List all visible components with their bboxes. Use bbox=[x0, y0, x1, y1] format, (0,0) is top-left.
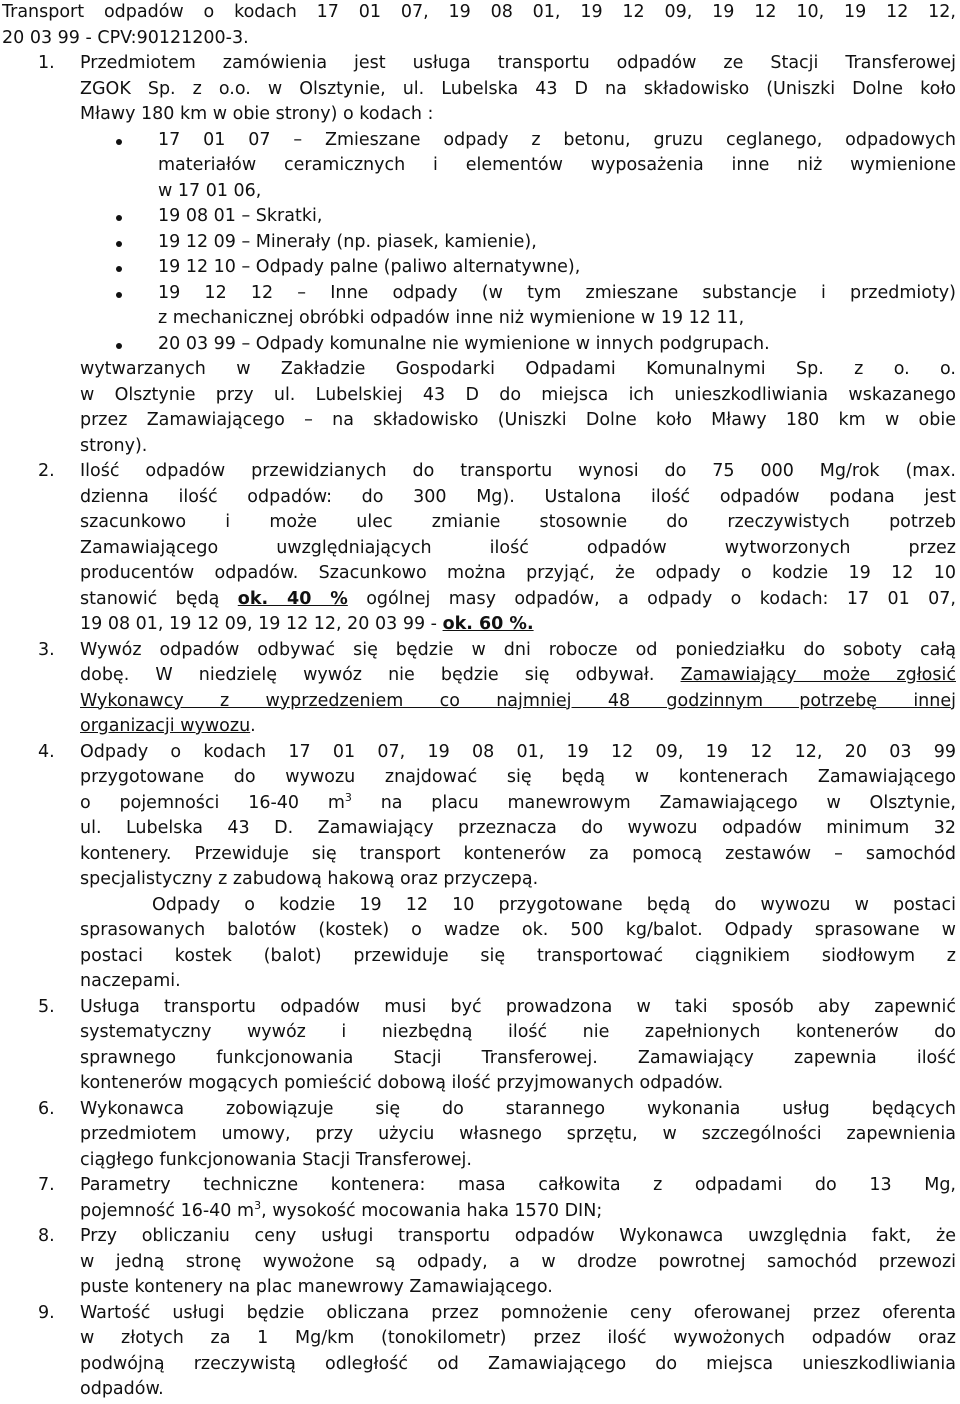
list-item bbox=[2, 281, 956, 307]
text-line: 19 12 09 – Minerały (np. piasek, kamienie), bbox=[158, 231, 537, 252]
bullet-icon bbox=[116, 343, 122, 349]
text-line: w Olsztynie przy ul. Lubelskiej 43 D do miejsca ich unieszkodliwiania wskazanego bbox=[80, 384, 956, 405]
bullet-icon bbox=[116, 241, 122, 247]
highlight-percent: ok. 40 % bbox=[237, 588, 348, 609]
section-number: 9. bbox=[38, 1302, 55, 1323]
section-1 bbox=[2, 51, 956, 459]
text-line bbox=[2, 612, 956, 638]
superscript: 3 bbox=[254, 1198, 262, 1212]
bullet-icon bbox=[116, 266, 122, 272]
text-line: ciągłego funkcjonowania Stacji Transferowej. bbox=[80, 1149, 472, 1170]
section-8 bbox=[2, 1224, 956, 1301]
text-segment: pojemność 16-40 m bbox=[80, 1200, 255, 1221]
bullet-icon bbox=[116, 215, 122, 221]
text-line: strony). bbox=[80, 435, 148, 456]
list-item bbox=[2, 128, 956, 154]
text-line: Parametry techniczne kontenera: masa całkowita z odpadami do 13 Mg, bbox=[80, 1175, 956, 1195]
text-line bbox=[2, 1199, 956, 1225]
text-segment: . bbox=[250, 716, 256, 736]
text-line: systematyczny wywóz i niezbędną ilość nie zapełnionych kontenerów do bbox=[80, 1022, 956, 1042]
section-3 bbox=[2, 638, 956, 740]
text-line: Wykonawcy z wyprzedzeniem co najmniej 48 godzinnym potrzebę innej bbox=[80, 690, 956, 711]
text-line: specjalistyczny z zabudową hakową oraz przyczepą. bbox=[80, 869, 539, 889]
bullet-icon bbox=[116, 292, 122, 298]
text-line: naczepami. bbox=[80, 971, 181, 991]
text-line: Wykonawca zobowiązuje się do starannego wykonania usług będących bbox=[80, 1098, 956, 1119]
text-line: materiałów ceramicznych i elementów wyposażenia inne niż wymienione bbox=[158, 155, 956, 175]
text-line: puste kontenery na plac manewrowy Zamawiającego. bbox=[80, 1277, 553, 1297]
section-6 bbox=[2, 1097, 956, 1174]
section-number: 5. bbox=[38, 996, 55, 1017]
section-number: 7. bbox=[38, 1175, 55, 1195]
text-segment: , wysokość mocowania haka 1570 DIN; bbox=[261, 1200, 603, 1221]
text-line: Wartość usługi będzie obliczana przez pomnożenie ceny oferowanej przez oferenta bbox=[80, 1302, 956, 1323]
section-number: 4. bbox=[38, 741, 55, 762]
underlined-text: organizacji wywozu bbox=[80, 716, 251, 736]
text-line: dzienna ilość odpadów: do 300 Mg). Ustalona ilość odpadów podana jest bbox=[80, 486, 956, 507]
text-line: Mławy 180 km w obie strony) o kodach : bbox=[80, 104, 434, 124]
text-segment: stanowić będą bbox=[80, 588, 220, 609]
highlight-percent: ok. 60 %. bbox=[442, 614, 534, 634]
text-line: Wywóz odpadów odbywać się będzie w dni robocze od poniedziałku do soboty całą bbox=[80, 639, 956, 660]
text-line: przez Zamawiającego – na składowisko (Uniszki Dolne koło Mławy 180 km w obie bbox=[80, 410, 956, 430]
text-line: producentów odpadów. Szacunkowo można przyjąć, że odpady o kodzie 19 12 10 bbox=[80, 563, 956, 583]
text-line: wytwarzanych w Zakładzie Gospodarki Odpadami Komunalnymi Sp. z o. o. bbox=[80, 359, 956, 379]
list-item bbox=[2, 332, 956, 358]
list-item bbox=[2, 230, 956, 256]
text-line: Odpady o kodzie 19 12 10 przygotowane będą do wywozu w postaci bbox=[152, 894, 956, 915]
section-number: 3. bbox=[38, 639, 55, 660]
text-line: w jedną stronę wywożone są odpady, a w drodze powrotnej samochód przewozi bbox=[80, 1251, 956, 1272]
section-2 bbox=[2, 459, 956, 638]
section-7 bbox=[2, 1173, 956, 1224]
section-5 bbox=[2, 995, 956, 1097]
text-line: sprasowanych balotów (kostek) o wadze ok. 500 kg/balot. Odpady sprasowane w bbox=[80, 920, 956, 940]
text-line: 17 01 07 – Zmieszane odpady z betonu, gruzu ceglanego, odpadowych bbox=[158, 129, 956, 150]
text-line: Ilość odpadów przewidzianych do transportu wynosi do 75 000 Mg/rok (max. bbox=[80, 461, 956, 481]
text-line: 20 03 99 – Odpady komunalne nie wymienione w innych podgrupach. bbox=[158, 333, 770, 354]
text-segment: na placu manewrowym Zamawiającego w Olsztynie, bbox=[351, 792, 956, 813]
text-line: z mechanicznej obróbki odpadów inne niż wymienione w 19 12 11, bbox=[158, 308, 745, 328]
text-line: 19 08 01 – Skratki, bbox=[158, 206, 323, 226]
text-line: przedmiotem umowy, przy użyciu własnego sprzętu, w szczególności zapewnienia bbox=[80, 1124, 956, 1144]
text-segment: dobę. W niedzielę wywóz nie będzie się odbywał. bbox=[80, 665, 655, 685]
text-line: kontenery. Przewiduje się transport kontenerów za pomocą zestawów – samochód bbox=[80, 843, 956, 864]
header-line-1: Transport odpadów o kodach 17 01 07, 19 08 01, 19 12 09, 19 12 10, 19 12 12, bbox=[2, 2, 956, 22]
text-line: Usługa transportu odpadów musi być prowadzona w taki sposób aby zapewnić bbox=[80, 996, 956, 1017]
text-line: szacunkowo i może ulec zmianie stosownie do rzeczywistych potrzeb bbox=[80, 512, 956, 532]
text-line: 19 12 12 – Inne odpady (w tym zmieszane substancje i przedmioty) bbox=[158, 282, 956, 303]
bullet-icon bbox=[116, 139, 122, 145]
section-number: 6. bbox=[38, 1098, 55, 1119]
text-line: 19 12 10 – Odpady palne (paliwo alternatywne), bbox=[158, 257, 581, 277]
text-segment: ogólnej masy odpadów, a odpady o kodach: 17 01 07, bbox=[366, 588, 956, 609]
text-line: przygotowane do wywozu znajdować się będą w kontenerach Zamawiającego bbox=[80, 767, 956, 787]
text-line: Odpady o kodach 17 01 07, 19 08 01, 19 12 09, 19 12 12, 20 03 99 bbox=[80, 741, 956, 762]
text-line bbox=[2, 663, 956, 689]
text-line bbox=[2, 587, 956, 613]
text-line: Przy obliczaniu ceny usługi transportu odpadów Wykonawca uwzględnia fakt, że bbox=[80, 1226, 956, 1246]
text-line: odpadów. bbox=[80, 1379, 164, 1399]
superscript: 3 bbox=[344, 790, 352, 804]
text-line: ZGOK Sp. z o.o. w Olsztynie, ul. Lubelska 43 D na składowisko (Uniszki Dolne koło bbox=[80, 78, 956, 99]
section-number: 1. bbox=[38, 53, 55, 73]
list-item bbox=[2, 204, 956, 230]
text-line bbox=[2, 791, 956, 817]
list-item bbox=[2, 255, 956, 281]
section-number: 2. bbox=[38, 461, 55, 481]
text-line bbox=[2, 714, 956, 740]
section-number: 8. bbox=[38, 1226, 55, 1246]
text-line: podwójną rzeczywistą odległość od Zamawiającego do miejsca unieszkodliwiania bbox=[80, 1353, 956, 1374]
text-segment: o pojemności 16-40 m bbox=[80, 792, 345, 813]
text-line: postaci kostek (balot) przewiduje się transportować ciągnikiem siodłowym z bbox=[80, 945, 956, 966]
section-9 bbox=[2, 1301, 956, 1403]
header-line-2: 20 03 99 - CPV:90121200-3. bbox=[2, 27, 249, 48]
text-line: ul. Lubelska 43 D. Zamawiający przeznacza do wywozu odpadów minimum 32 bbox=[80, 818, 956, 838]
text-line: Zamawiającego uwzględniających ilość odpadów wytworzonych przez bbox=[80, 537, 956, 558]
underlined-text: Zamawiający może zgłosić bbox=[680, 665, 956, 685]
text-segment: 19 08 01, 19 12 09, 19 12 12, 20 03 99 - bbox=[80, 614, 437, 634]
text-line: sprawnego funkcjonowania Stacji Transferowej. Zamawiający zapewnia ilość bbox=[80, 1047, 956, 1068]
text-line: w 17 01 06, bbox=[158, 180, 262, 201]
text-line: kontenerów mogących pomieścić dobową ilość przyjmowanych odpadów. bbox=[80, 1073, 724, 1093]
text-line: w złotych za 1 Mg/km (tonokilometr) przez ilość wywożonych odpadów oraz bbox=[80, 1328, 956, 1348]
section-4 bbox=[2, 740, 956, 995]
text-line: Przedmiotem zamówienia jest usługa transportu odpadów ze Stacji Transferowej bbox=[80, 53, 956, 73]
